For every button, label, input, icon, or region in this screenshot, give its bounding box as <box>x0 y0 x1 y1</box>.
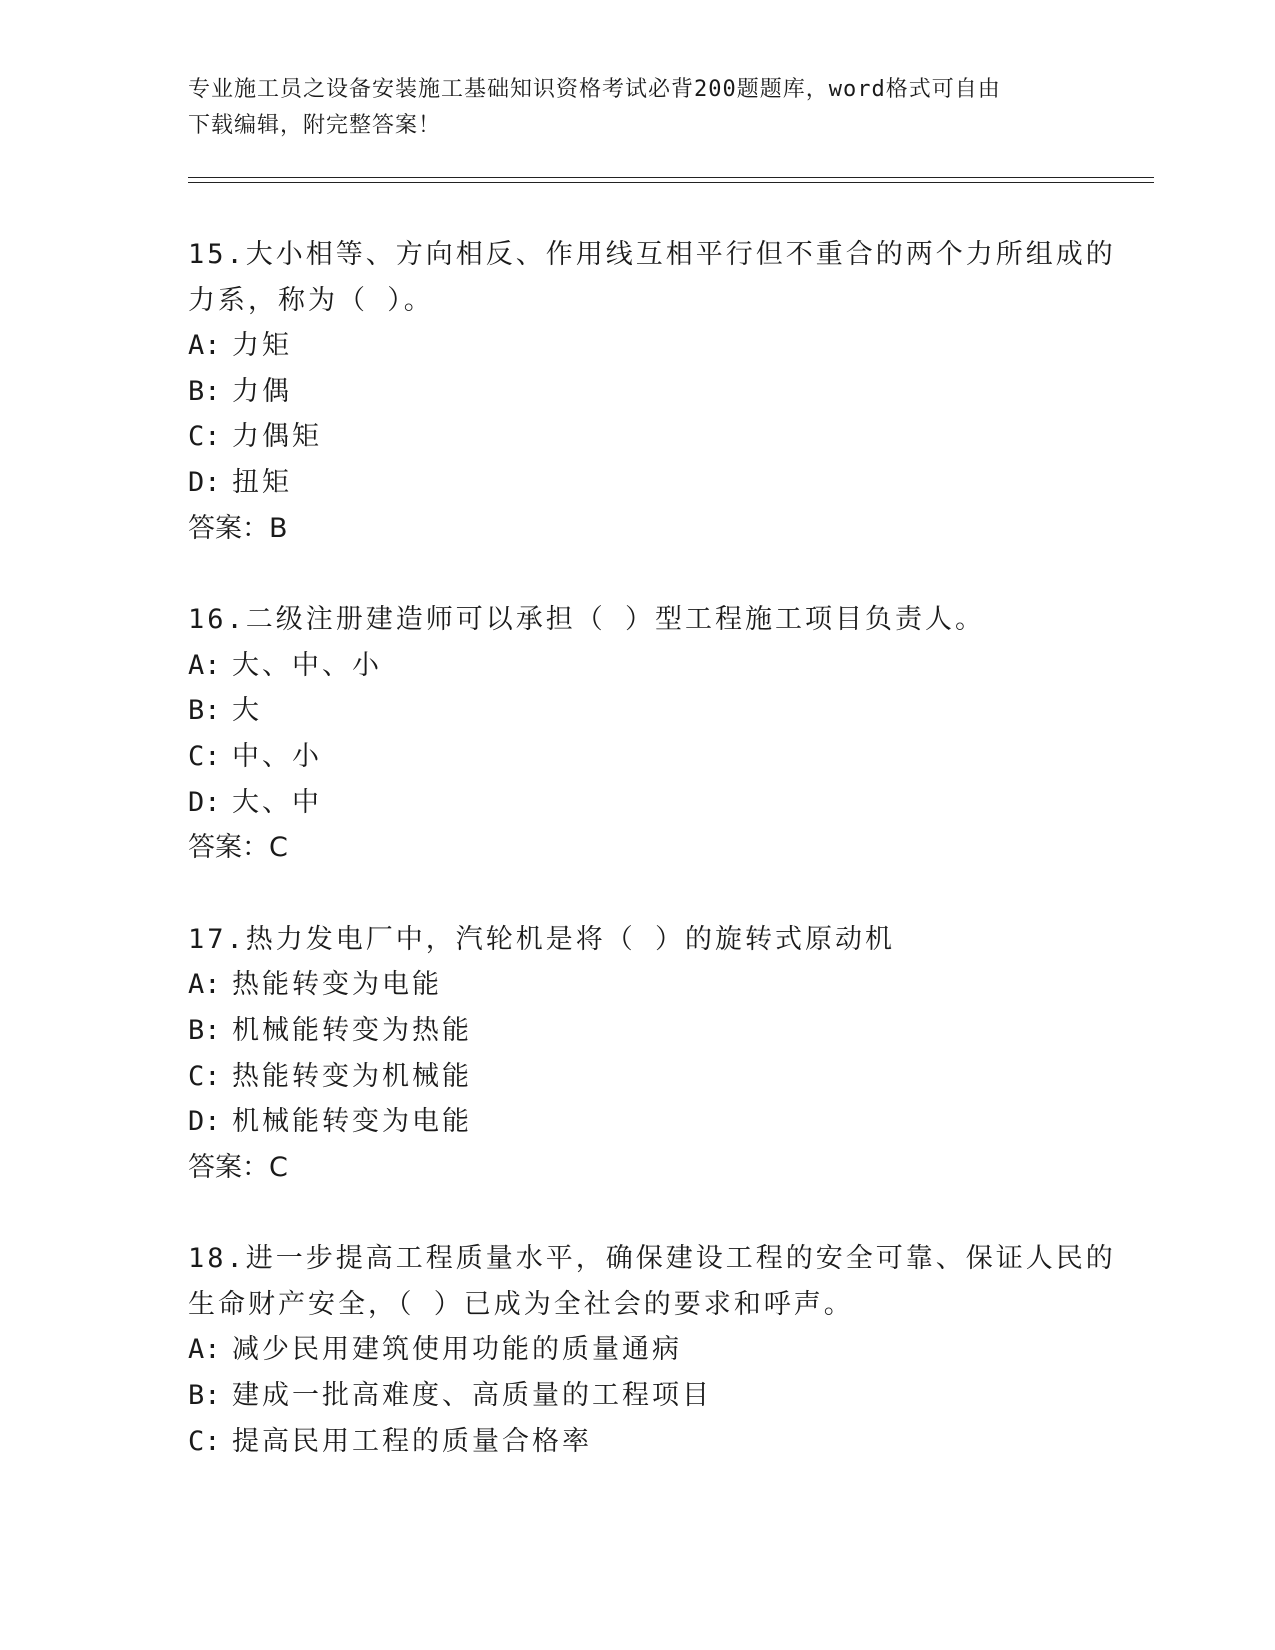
answer-text: 答案：C <box>188 832 288 864</box>
option-letter: C: <box>188 421 221 453</box>
option-text: 中、小 <box>232 740 322 772</box>
option-letter: B: <box>188 1014 221 1046</box>
header-divider-top <box>188 177 1154 178</box>
option-d <box>188 780 1088 826</box>
option-letter: D: <box>188 1106 221 1138</box>
option-text: 热能转变为电能 <box>232 969 442 1001</box>
option-text: 力偶矩 <box>232 421 322 453</box>
question-text: 18.进一步提高工程质量水平，确保建设工程的安全可靠、保证人民的 <box>188 1243 1116 1275</box>
option-b <box>188 1373 1088 1419</box>
question-text: 力系，称为（ ）。 <box>188 284 434 316</box>
option-letter: D: <box>188 466 221 498</box>
option-c <box>188 1419 1088 1465</box>
option-letter: C: <box>188 1060 221 1092</box>
option-letter: A: <box>188 330 221 362</box>
option-letter: A: <box>188 1334 221 1366</box>
option-c <box>188 734 1088 780</box>
option-c <box>188 1054 1088 1100</box>
question-18 <box>188 1236 1116 1464</box>
option-a <box>188 1327 1088 1373</box>
option-letter: D: <box>188 786 221 818</box>
option-letter: A: <box>188 649 221 681</box>
option-letter: C: <box>188 740 221 772</box>
option-letter: B: <box>188 1380 221 1412</box>
document-header <box>188 72 1088 144</box>
option-letter: B: <box>188 375 221 407</box>
option-text: 大、中 <box>232 786 322 818</box>
option-text: 力矩 <box>232 330 292 362</box>
question-15 <box>188 232 1116 551</box>
header-line-2: 下载编辑，附完整答案！ <box>188 113 442 138</box>
option-d <box>188 460 1088 506</box>
option-text: 机械能转变为热能 <box>232 1014 472 1046</box>
question-16 <box>188 597 1088 871</box>
option-text: 减少民用建筑使用功能的质量通病 <box>232 1334 682 1366</box>
option-a <box>188 962 1088 1008</box>
option-d <box>188 1099 1088 1145</box>
option-text: 力偶 <box>232 375 292 407</box>
option-a <box>188 323 1088 369</box>
option-c <box>188 414 1088 460</box>
option-text: 扭矩 <box>232 466 292 498</box>
option-b <box>188 369 1088 415</box>
option-text: 热能转变为机械能 <box>232 1060 472 1092</box>
answer-text: 答案：B <box>188 512 288 544</box>
option-b <box>188 688 1088 734</box>
option-text: 大、中、小 <box>232 649 382 681</box>
option-text: 建成一批高难度、高质量的工程项目 <box>232 1380 712 1412</box>
question-text: 生命财产安全，（ ）已成为全社会的要求和呼声。 <box>188 1288 854 1320</box>
answer-text: 答案：C <box>188 1151 288 1183</box>
question-text: 17.热力发电厂中，汽轮机是将（ ）的旋转式原动机 <box>188 923 896 955</box>
option-text: 提高民用工程的质量合格率 <box>232 1425 592 1457</box>
question-17 <box>188 917 1088 1191</box>
option-b <box>188 1008 1088 1054</box>
question-text: 16.二级注册建造师可以承担（ ）型工程施工项目负责人。 <box>188 604 986 636</box>
option-a <box>188 643 1088 689</box>
option-letter: A: <box>188 969 221 1001</box>
option-letter: B: <box>188 695 221 727</box>
question-text: 15.大小相等、方向相反、作用线互相平行但不重合的两个力所组成的 <box>188 239 1116 270</box>
option-letter: C: <box>188 1425 221 1457</box>
option-text: 机械能转变为电能 <box>232 1106 472 1138</box>
question-list <box>188 232 1116 1510</box>
option-text: 大 <box>232 695 262 727</box>
header-divider-bottom <box>188 182 1154 183</box>
header-line-1: 专业施工员之设备安装施工基础知识资格考试必背200题题库，word格式可自由 <box>188 77 1001 102</box>
